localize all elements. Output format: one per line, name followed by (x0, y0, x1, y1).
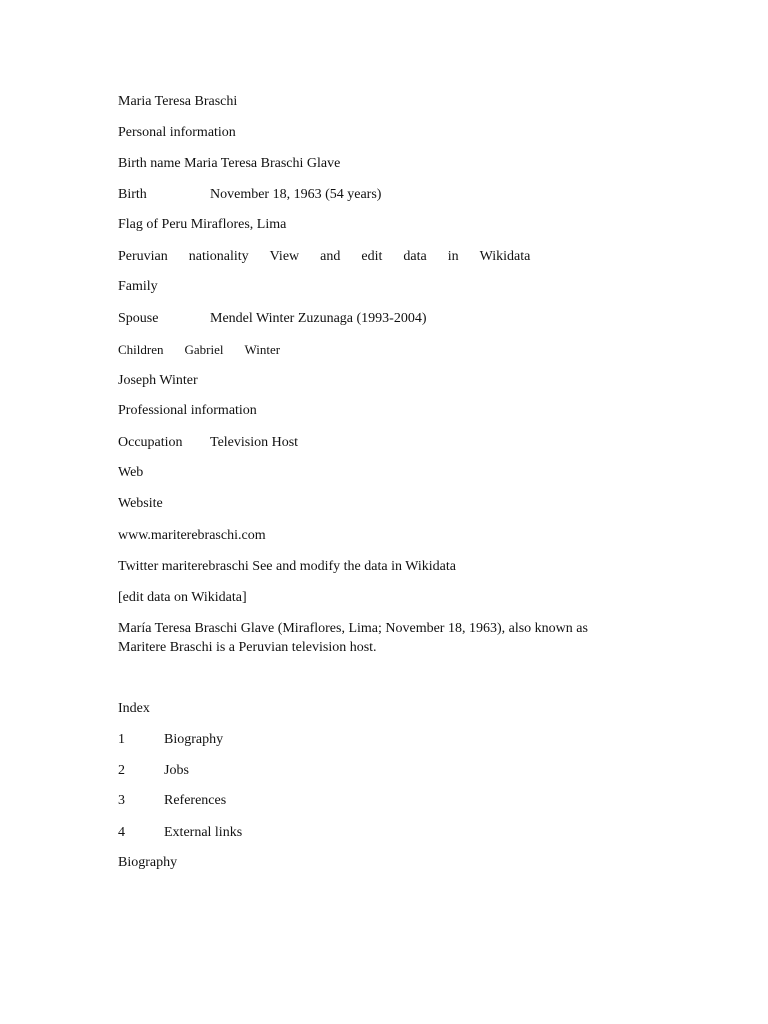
family-heading: Family (118, 279, 158, 294)
index-item (118, 731, 223, 749)
birth-label: Birth (118, 187, 147, 202)
occupation-value: Television Host (210, 435, 299, 450)
index-item-label: External links (164, 825, 243, 840)
nationality-word: View (269, 249, 300, 264)
document-title: Maria Teresa Braschi (118, 94, 238, 109)
index-item-label: Biography (164, 732, 224, 747)
birth-name-label: Birth name (118, 156, 181, 171)
twitter-line: Twitter mariterebraschi See and modify the data in Wikidata (118, 559, 456, 574)
section-biography-heading: Biography (118, 855, 178, 870)
index-item (118, 824, 242, 842)
spouse-value: Mendel Winter Zuzunaga (1993-2004) (210, 311, 427, 326)
nationality-word: in (447, 249, 459, 264)
web-heading: Web (118, 465, 144, 480)
spouse-row (118, 310, 427, 328)
spouse-label: Spouse (118, 311, 159, 326)
birth-name-value: Maria Teresa Braschi Glave (184, 156, 341, 171)
index-item-label: Jobs (164, 763, 189, 778)
occupation-label: Occupation (118, 435, 183, 450)
intro-paragraph: María Teresa Braschi Glave (Miraflores, Lima; November 18, 1963), also known as Maritere Braschi is a Peruvian television host. (118, 621, 588, 655)
children-word: Winter (244, 342, 281, 357)
birth-name-row (118, 155, 340, 173)
nationality-word: and (320, 249, 341, 264)
children-row (118, 341, 280, 359)
children-word: Gabriel (184, 342, 224, 357)
nationality-word: edit (361, 249, 383, 264)
nationality-word: Wikidata (479, 249, 531, 264)
nationality-word: nationality (188, 249, 249, 264)
children-word: Children (118, 342, 164, 357)
index-item-number: 4 (118, 825, 125, 840)
index-item (118, 792, 226, 810)
nationality-word: Peruvian (118, 249, 168, 264)
personal-info-heading: Personal information (118, 125, 236, 140)
index-heading: Index (118, 701, 150, 716)
birth-row (118, 186, 381, 204)
children-continued: Joseph Winter (118, 373, 198, 388)
website-label: Website (118, 496, 163, 511)
index-item-number: 2 (118, 763, 125, 778)
index-item-label: References (164, 793, 227, 808)
index-item (118, 762, 189, 780)
index-item-number: 1 (118, 732, 125, 747)
occupation-row (118, 434, 298, 452)
birth-value: November 18, 1963 (54 years) (210, 187, 382, 202)
nationality-word: data (403, 249, 427, 264)
birth-place: Flag of Peru Miraflores, Lima (118, 217, 287, 232)
nationality-row (118, 248, 530, 266)
index-item-number: 3 (118, 793, 125, 808)
edit-data-link: [edit data on Wikidata] (118, 590, 247, 605)
professional-info-heading: Professional information (118, 403, 257, 418)
website-url: www.mariterebraschi.com (118, 528, 266, 543)
